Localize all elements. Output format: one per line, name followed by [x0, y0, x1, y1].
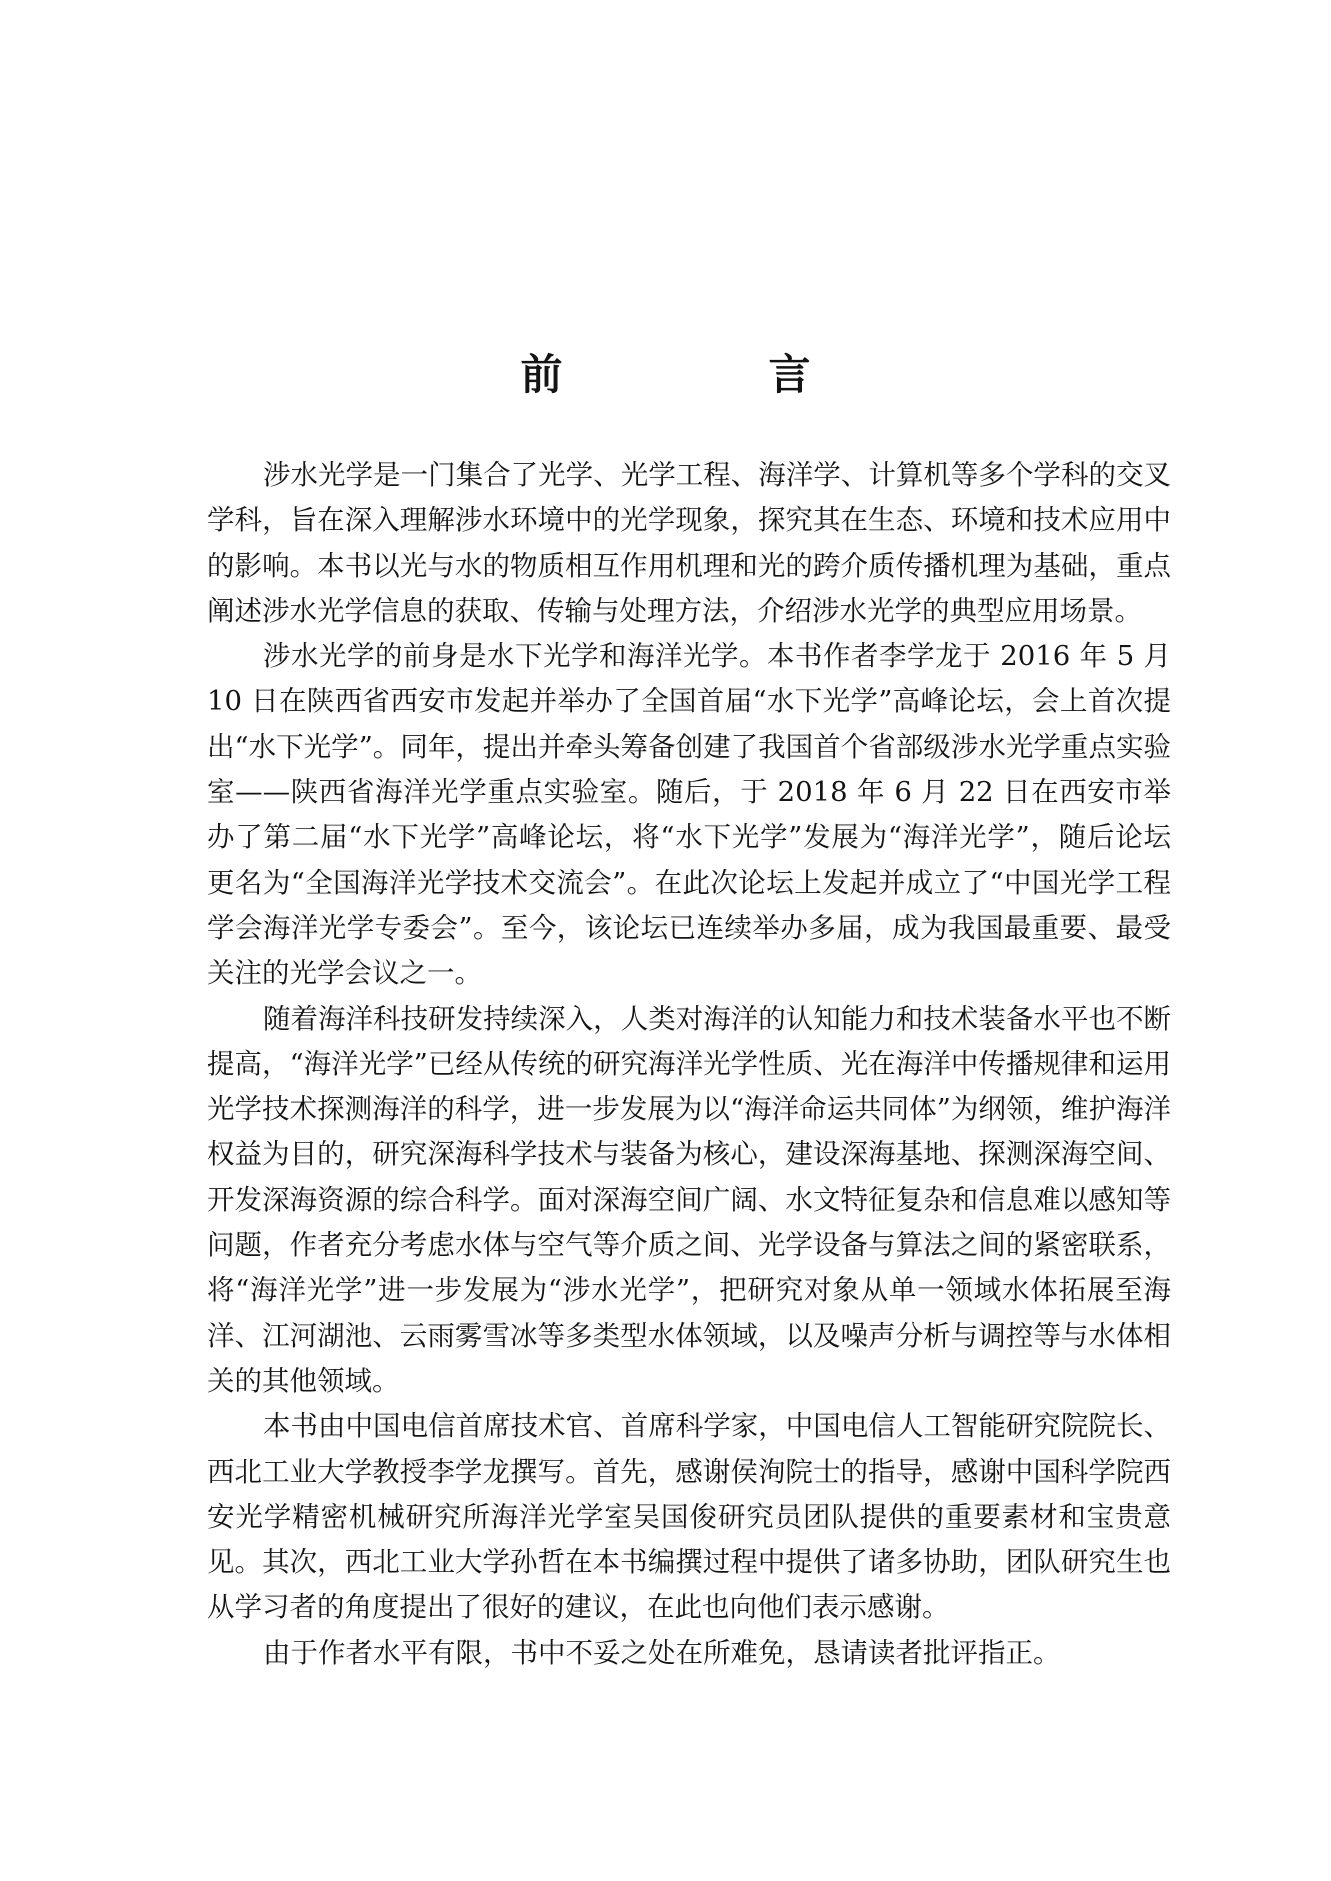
page-title: 前 言	[520, 350, 893, 399]
paragraph-5: 由于作者水平有限，书中不妥之处在所难免，恳请读者批评指正。	[263, 1636, 1061, 1669]
paragraph-3: 随着海洋科技研发持续深入，人类对海洋的认知能力和技术装备水平也不断提高，“海洋光学”已经从传统的研究海洋光学性质、光在海洋中传播规律和运用光学技术探测海洋的科学，进一步发展为以“海洋命运共同体”为纲领，维护海洋权益为目的，研究深海科学技术与装备为核心，建设深海基地、探测深海空间、开发深海资源的综合科学。面对深海空间广阔、水文特征复杂和信息难以感知等问题，作者充分考虑水体与空气等介质之间、光学设备与算法之间的紧密联系，将“海洋光学”进一步发展为“涉水光学”，把研究对象从单一领域水体拓展至海洋、江河湖池、云雨雾雪冰等多类型水体领域，以及噪声分析与调控等与水体相关的其他领域。	[207, 1002, 1171, 1397]
paragraph-2: 涉水光学的前身是水下光学和海洋光学。本书作者李学龙于 2016 年 5 月 10 日在陕西省西安市发起并举办了全国首届“水下光学”高峰论坛，会上首次提出“水下光学”。同年，提出并牵头筹备创建了我国首个省部级涉水光学重点实验室——陕西省海洋光学重点实验室。随后，于 2018 年 6 月 22 日在西安市举办了第二届“水下光学”高峰论坛，将“水下光学”发展为“海洋光学”，随后论坛更名为“全国海洋光学技术交流会”。在此次论坛上发起并成立了“中国光学工程学会海洋光学专委会”。至今，该论坛已连续举办多届，成为我国最重要、最受关注的光学会议之一。	[207, 640, 1171, 990]
paragraph-4: 本书由中国电信首席技术官、首席科学家，中国电信人工智能研究院院长、西北工业大学教授李学龙撰写。首先，感谢侯洵院士的指导，感谢中国科学院西安光学精密机械研究所海洋光学室吴国俊研究员团队提供的重要素材和宝贵意见。其次，西北工业大学孙哲在本书编撰过程中提供了诸多协助，团队研究生也从学习者的角度提出了很好的建议，在此也向他们表示感谢。	[207, 1410, 1171, 1624]
paragraph-1: 涉水光学是一门集合了光学、光学工程、海洋学、计算机等多个学科的交叉学科，旨在深入理解涉水环境中的光学现象，探究其在生态、环境和技术应用中的影响。本书以光与水的物质相互作用机理和光的跨介质传播机理为基础，重点阐述涉水光学信息的获取、传输与处理方法，介绍涉水光学的典型应用场景。	[207, 459, 1171, 627]
preface-body	[207, 453, 1171, 1676]
